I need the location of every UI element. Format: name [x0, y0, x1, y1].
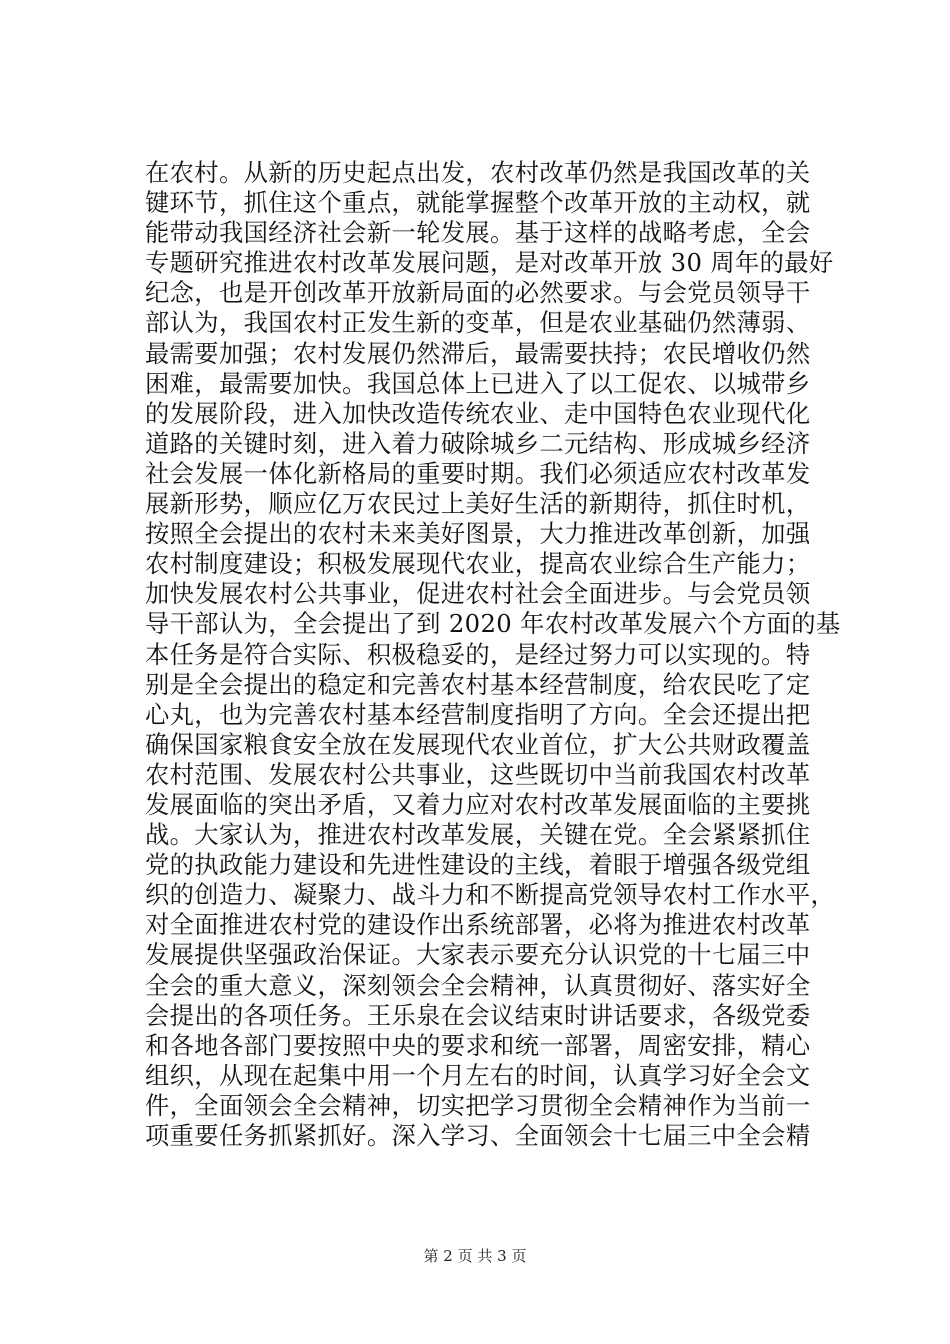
text-line: 农村制度建设；积极发展现代农业，提高农业综合生产能力；: [145, 549, 811, 579]
text-line: 发展面临的突出矛盾，又着力应对农村改革发展面临的主要挑: [145, 789, 811, 819]
text-line: 组织，从现在起集中用一个月左右的时间，认真学习好全会文: [145, 1060, 811, 1090]
text-line: 和各地各部门要按照中央的要求和统一部署，周密安排，精心: [145, 1030, 811, 1060]
text-line: 别是全会提出的稳定和完善农村基本经营制度，给农民吃了定: [145, 669, 811, 699]
text-line: 全会的重大意义，深刻领会全会精神，认真贯彻好、落实好全: [145, 970, 811, 1000]
text-line: 党的执政能力建设和先进性建设的主线，着眼于增强各级党组: [145, 850, 811, 880]
text-line: 战。大家认为，推进农村改革发展，关键在党。全会紧紧抓住: [145, 820, 811, 850]
text-line: 专题研究推进农村改革发展问题，是对改革开放 30 周年的最好: [145, 248, 834, 278]
text-line: 困难，最需要加快。我国总体上已进入了以工促农、以城带乡: [145, 368, 811, 398]
text-line: 确保国家粮食安全放在发展现代农业首位，扩大公共财政覆盖: [145, 729, 811, 759]
text-line: 心丸，也为完善农村基本经营制度指明了方向。全会还提出把: [145, 699, 811, 729]
text-line: 社会发展一体化新格局的重要时期。我们必须适应农村改革发: [145, 458, 811, 488]
text-line: 部认为，我国农村正发生新的变革，但是农业基础仍然薄弱、: [145, 308, 811, 338]
text-line: 对全面推进农村党的建设作出系统部署，必将为推进农村改革: [145, 910, 811, 940]
text-line: 道路的关键时刻，进入着力破除城乡二元结构、形成城乡经济: [145, 428, 811, 458]
text-line: 最需要加强；农村发展仍然滞后，最需要扶持；农民增收仍然: [145, 338, 811, 368]
text-line: 能带动我国经济社会新一轮发展。基于这样的战略考虑，全会: [145, 218, 811, 248]
text-line: 织的创造力、凝聚力、战斗力和不断提高党领导农村工作水平，: [145, 880, 836, 910]
text-line: 加快发展农村公共事业，促进农村社会全面进步。与会党员领: [145, 579, 811, 609]
text-line: 本任务是符合实际、积极稳妥的，是经过努力可以实现的。特: [145, 639, 811, 669]
text-line: 纪念，也是开创改革开放新局面的必然要求。与会党员领导干: [145, 278, 811, 308]
text-line: 农村范围、发展农村公共事业，这些既切中当前我国农村改革: [145, 759, 811, 789]
text-line: 导干部认为，全会提出了到 2020 年农村改革发展六个方面的基: [145, 609, 841, 639]
text-line: 键环节，抓住这个重点，就能掌握整个改革开放的主动权，就: [145, 188, 811, 218]
text-line: 会提出的各项任务。王乐泉在会议结束时讲话要求，各级党委: [145, 1000, 811, 1030]
text-line: 按照全会提出的农村未来美好图景，大力推进改革创新，加强: [145, 519, 811, 549]
page-footer: 第 2 页 共 3 页: [423, 1247, 527, 1265]
text-line: 在农村。从新的历史起点出发，农村改革仍然是我国改革的关: [145, 158, 811, 187]
text-line: 发展提供坚强政治保证。大家表示要充分认识党的十七届三中: [145, 940, 811, 970]
text-line: 项重要任务抓紧抓好。深入学习、全面领会十七届三中全会精: [145, 1121, 811, 1150]
text-line: 的发展阶段，进入加快改造传统农业、走中国特色农业现代化: [145, 398, 811, 428]
text-line: 件，全面领会全会精神，切实把学习贯彻全会精神作为当前一: [145, 1090, 811, 1120]
text-line: 展新形势，顺应亿万农民过上美好生活的新期待，抓住时机，: [145, 489, 811, 519]
body-text: [145, 158, 845, 1151]
